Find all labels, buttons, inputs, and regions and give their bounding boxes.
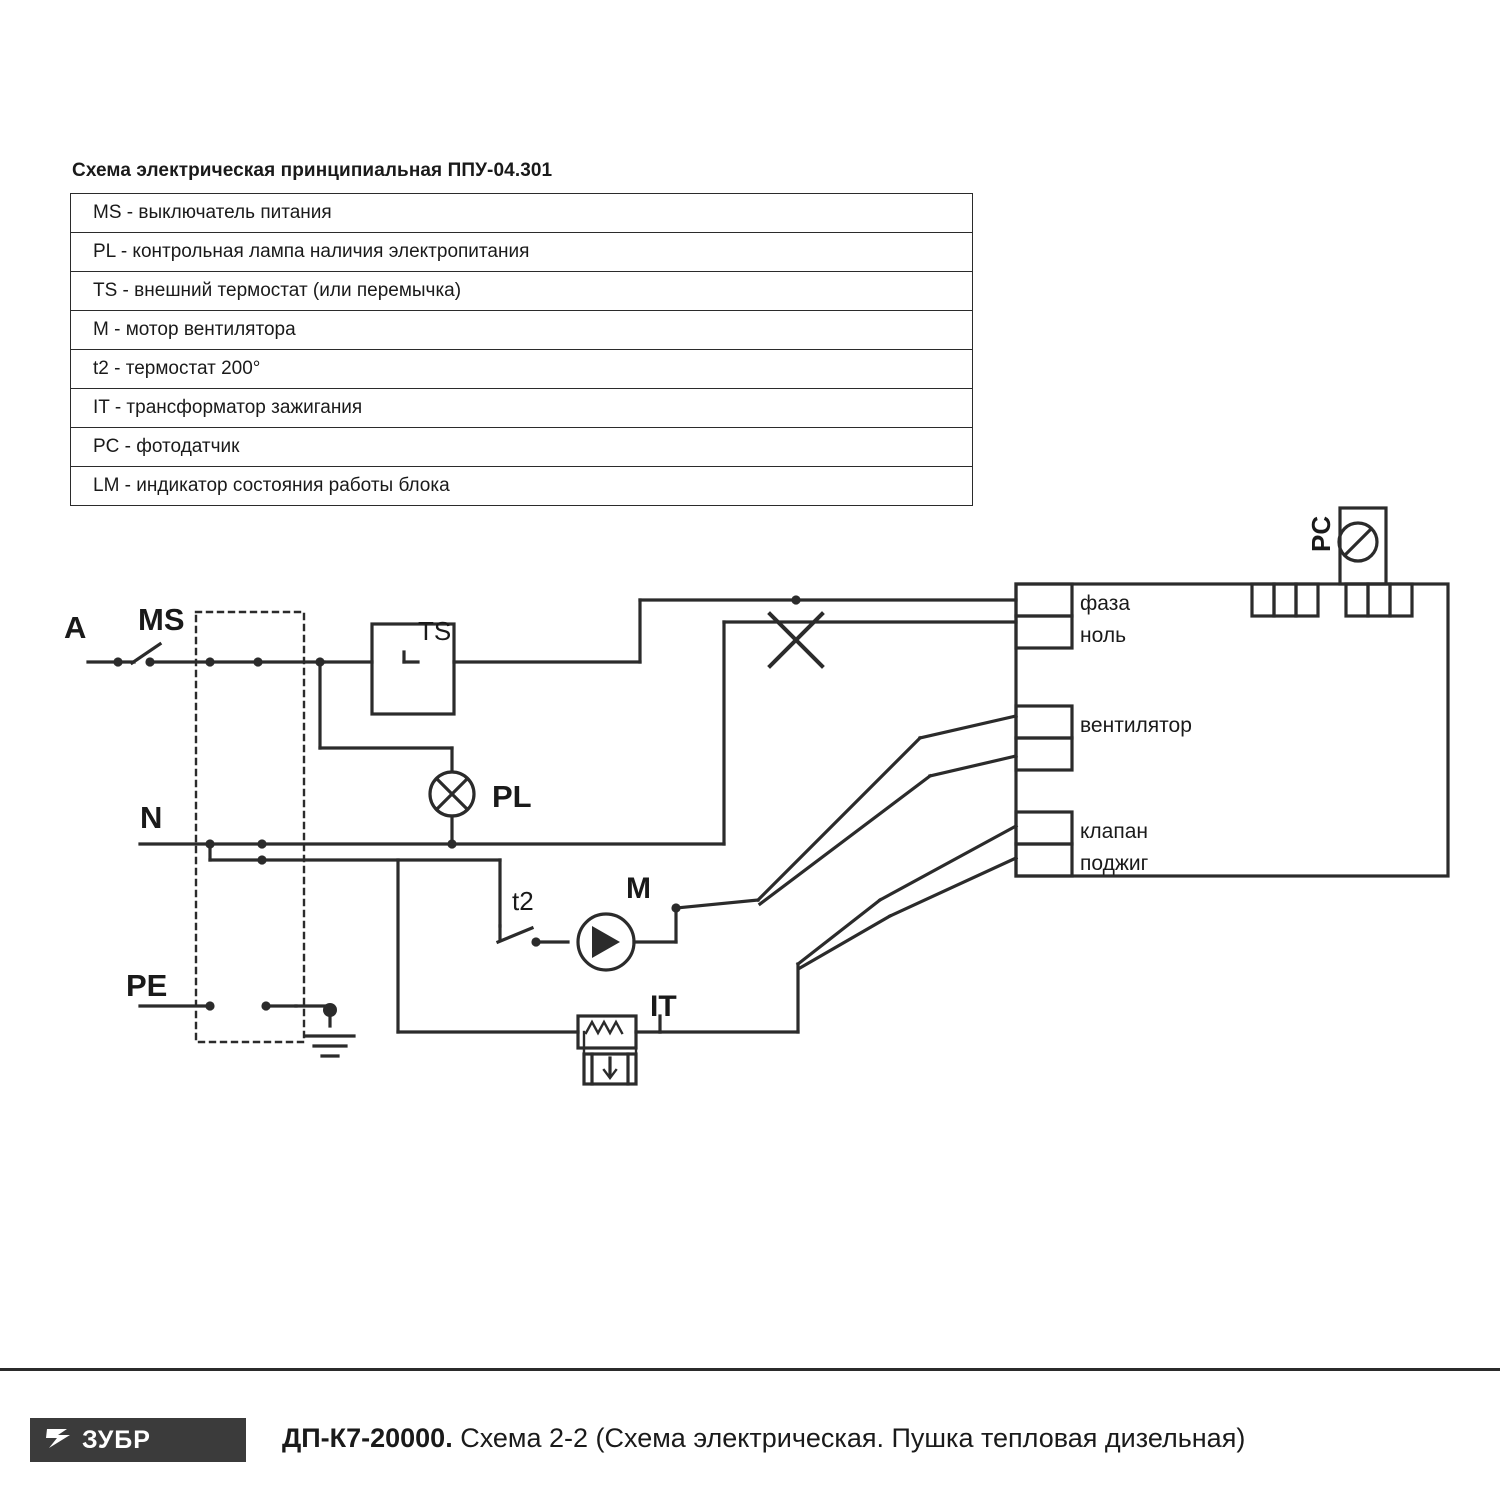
legend-cell: TS - внешний термостат (или перемычка) — [71, 272, 973, 311]
enclosure-dashed — [196, 612, 304, 1042]
label-supply-pe: PE — [126, 968, 168, 1003]
wiring-diagram — [0, 480, 1500, 1120]
table-row — [71, 194, 973, 233]
brand-logo — [30, 1418, 246, 1462]
footer-model: ДП-К7-20000. — [282, 1423, 453, 1453]
brand-name: ЗУБР — [82, 1425, 151, 1454]
label-lamp-pl: PL — [492, 779, 532, 814]
terminal-tr-3 — [1296, 584, 1318, 616]
terminal-tr-6 — [1390, 584, 1412, 616]
terminal-tr-1 — [1252, 584, 1274, 616]
label-supply-a: A — [64, 610, 87, 645]
label-ignition-it: IT — [650, 990, 677, 1023]
terminal-fan-2 — [1016, 738, 1072, 770]
legend-cell: PC - фотодатчик — [71, 428, 973, 467]
terminal-tr-5 — [1368, 584, 1390, 616]
legend-title: Схема электрическая принципиальная ППУ-04.301 — [72, 160, 553, 181]
footer-divider — [0, 1368, 1500, 1371]
footer-caption — [282, 1423, 1245, 1454]
label-switch-ms: MS — [138, 602, 185, 637]
legend-table — [70, 193, 973, 506]
terminal-ignition — [1016, 844, 1072, 876]
legend-cell: IT - трансформатор зажигания — [71, 389, 973, 428]
label-thermostat-t2: t2 — [512, 886, 534, 916]
terminal-label-fan: вентилятор — [1080, 714, 1192, 737]
terminal-fan-1 — [1016, 706, 1072, 738]
terminal-tr-2 — [1274, 584, 1296, 616]
pc-sensor-body — [1340, 508, 1386, 584]
table-row — [71, 428, 973, 467]
terminal-neutral — [1016, 616, 1072, 648]
t2-switch-blade — [498, 928, 532, 942]
label-thermostat-ts: TS — [418, 616, 452, 646]
arrow-icon — [44, 1424, 74, 1457]
label-motor-m: M — [626, 872, 651, 905]
legend-cell: MS - выключатель питания — [71, 194, 973, 233]
terminal-tr-4 — [1346, 584, 1368, 616]
terminal-valve — [1016, 812, 1072, 844]
label-photo-sensor-pc: PC — [1306, 515, 1336, 552]
terminal-label-valve: клапан — [1080, 820, 1149, 843]
table-row — [71, 389, 973, 428]
legend-cell: t2 - термостат 200° — [71, 350, 973, 389]
table-row — [71, 350, 973, 389]
terminal-label-neutral: ноль — [1080, 624, 1127, 647]
terminal-label-ignition: поджиг — [1080, 852, 1149, 875]
legend-cell: PL - контрольная лампа наличия электропитания — [71, 233, 973, 272]
table-row — [71, 233, 973, 272]
legend-cell: M - мотор вентилятора — [71, 311, 973, 350]
table-row — [71, 311, 973, 350]
label-supply-n: N — [140, 800, 163, 835]
legend-cell: LM - индикатор состояния работы блока — [71, 467, 973, 506]
table-row — [71, 272, 973, 311]
terminal-phase — [1016, 584, 1072, 616]
terminal-label-phase: фаза — [1080, 592, 1131, 615]
footer-description: Схема 2-2 (Схема электрическая. Пушка тепловая дизельная) — [460, 1423, 1246, 1453]
